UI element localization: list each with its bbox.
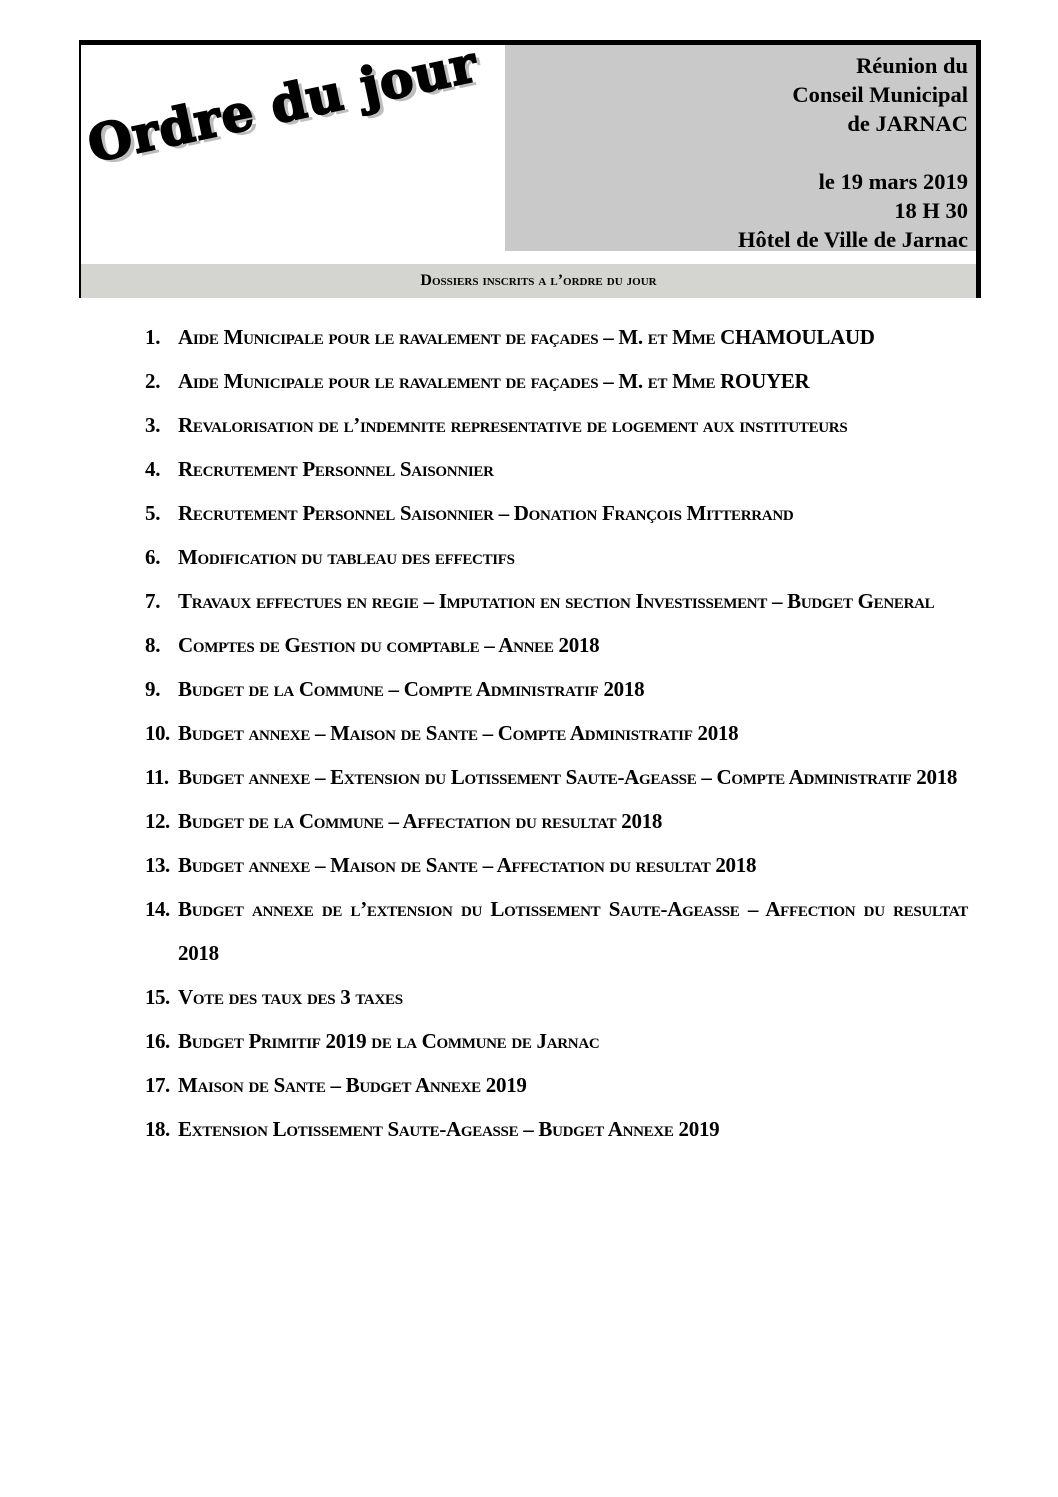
document-title: Ordre du jour xyxy=(82,33,483,175)
council-label: Conseil Municipal xyxy=(792,82,968,107)
town-label: de JARNAC xyxy=(847,111,968,136)
header-box xyxy=(79,33,981,298)
agenda-item xyxy=(145,447,968,491)
item-text: Budget Primitif 2019 de la Commune de Jarnac xyxy=(178,1029,600,1053)
agenda-item xyxy=(145,975,968,1019)
meeting-date: le 19 mars 2019 xyxy=(818,169,968,194)
item-text: Travaux effectues en regie – Imputation en section Investissement – Budget General xyxy=(178,589,935,613)
item-number: 12. xyxy=(145,809,170,833)
item-number: 8. xyxy=(145,633,161,657)
section-banner xyxy=(81,264,976,298)
meeting-label: Réunion du xyxy=(856,53,968,78)
item-text: Aide Municipale pour le ravalement de façades – M. et Mme CHAMOULAUD xyxy=(178,325,875,349)
meeting-venue: Hôtel de Ville de Jarnac xyxy=(738,227,968,252)
item-number: 1. xyxy=(145,325,161,349)
agenda-list xyxy=(145,315,968,1151)
item-text: Budget annexe – Maison de Sante – Affectation du resultat 2018 xyxy=(178,853,757,877)
meeting-time: 18 H 30 xyxy=(894,198,968,223)
meeting-info-panel xyxy=(505,45,976,251)
item-number: 9. xyxy=(145,677,161,701)
item-text: Recrutement Personnel Saisonnier – Donation François Mitterrand xyxy=(178,501,794,525)
item-number: 6. xyxy=(145,545,161,569)
item-number: 7. xyxy=(145,589,161,613)
item-text: Budget annexe de l’extension du Lotissement Saute-Ageasse – Affection du resultat 2018 xyxy=(178,897,968,965)
agenda-item xyxy=(145,315,968,359)
item-number: 16. xyxy=(145,1029,170,1053)
agenda-item xyxy=(145,887,968,975)
item-number: 11. xyxy=(145,765,169,789)
agenda-item xyxy=(145,359,968,403)
agenda-item xyxy=(145,1019,968,1063)
item-text: Revalorisation de l’indemnite representative de logement aux instituteurs xyxy=(178,413,848,437)
item-text: Budget annexe – Maison de Sante – Compte Administratif 2018 xyxy=(178,721,739,745)
agenda-item xyxy=(145,1107,968,1151)
banner-text: Dossiers inscrits a l’ordre du jour xyxy=(420,272,657,289)
agenda-item xyxy=(145,403,968,447)
agenda-item xyxy=(145,1063,968,1107)
agenda-item xyxy=(145,799,968,843)
item-text: Budget de la Commune – Compte Administratif 2018 xyxy=(178,677,645,701)
item-text: Maison de Sante – Budget Annexe 2019 xyxy=(178,1073,527,1097)
agenda-item xyxy=(145,491,968,535)
item-number: 15. xyxy=(145,985,170,1009)
item-number: 2. xyxy=(145,369,161,393)
agenda-item xyxy=(145,535,968,579)
item-text: Recrutement Personnel Saisonnier xyxy=(178,457,494,481)
title-area xyxy=(82,33,495,205)
item-number: 14. xyxy=(145,897,170,921)
item-text: Aide Municipale pour le ravalement de façades – M. et Mme ROUYER xyxy=(178,369,810,393)
item-text: Budget de la Commune – Affectation du resultat 2018 xyxy=(178,809,663,833)
item-number: 13. xyxy=(145,853,170,877)
item-number: 4. xyxy=(145,457,161,481)
item-number: 5. xyxy=(145,501,161,525)
item-text: Extension Lotissement Saute-Ageasse – Budget Annexe 2019 xyxy=(178,1117,720,1141)
item-text: Budget annexe – Extension du Lotissement Saute-Ageasse – Compte Administratif 2018 xyxy=(178,765,958,789)
item-number: 10. xyxy=(145,721,170,745)
item-number: 17. xyxy=(145,1073,170,1097)
spacer xyxy=(505,138,968,167)
item-number: 18. xyxy=(145,1117,170,1141)
item-text: Comptes de Gestion du comptable – Annee 2018 xyxy=(178,633,600,657)
agenda-item xyxy=(145,755,968,799)
item-text: Modification du tableau des effectifs xyxy=(178,545,515,569)
agenda-item xyxy=(145,843,968,887)
item-text: Vote des taux des 3 taxes xyxy=(178,985,403,1009)
agenda-item xyxy=(145,667,968,711)
agenda-item xyxy=(145,623,968,667)
item-number: 3. xyxy=(145,413,161,437)
agenda-item xyxy=(145,579,968,623)
agenda-item xyxy=(145,711,968,755)
